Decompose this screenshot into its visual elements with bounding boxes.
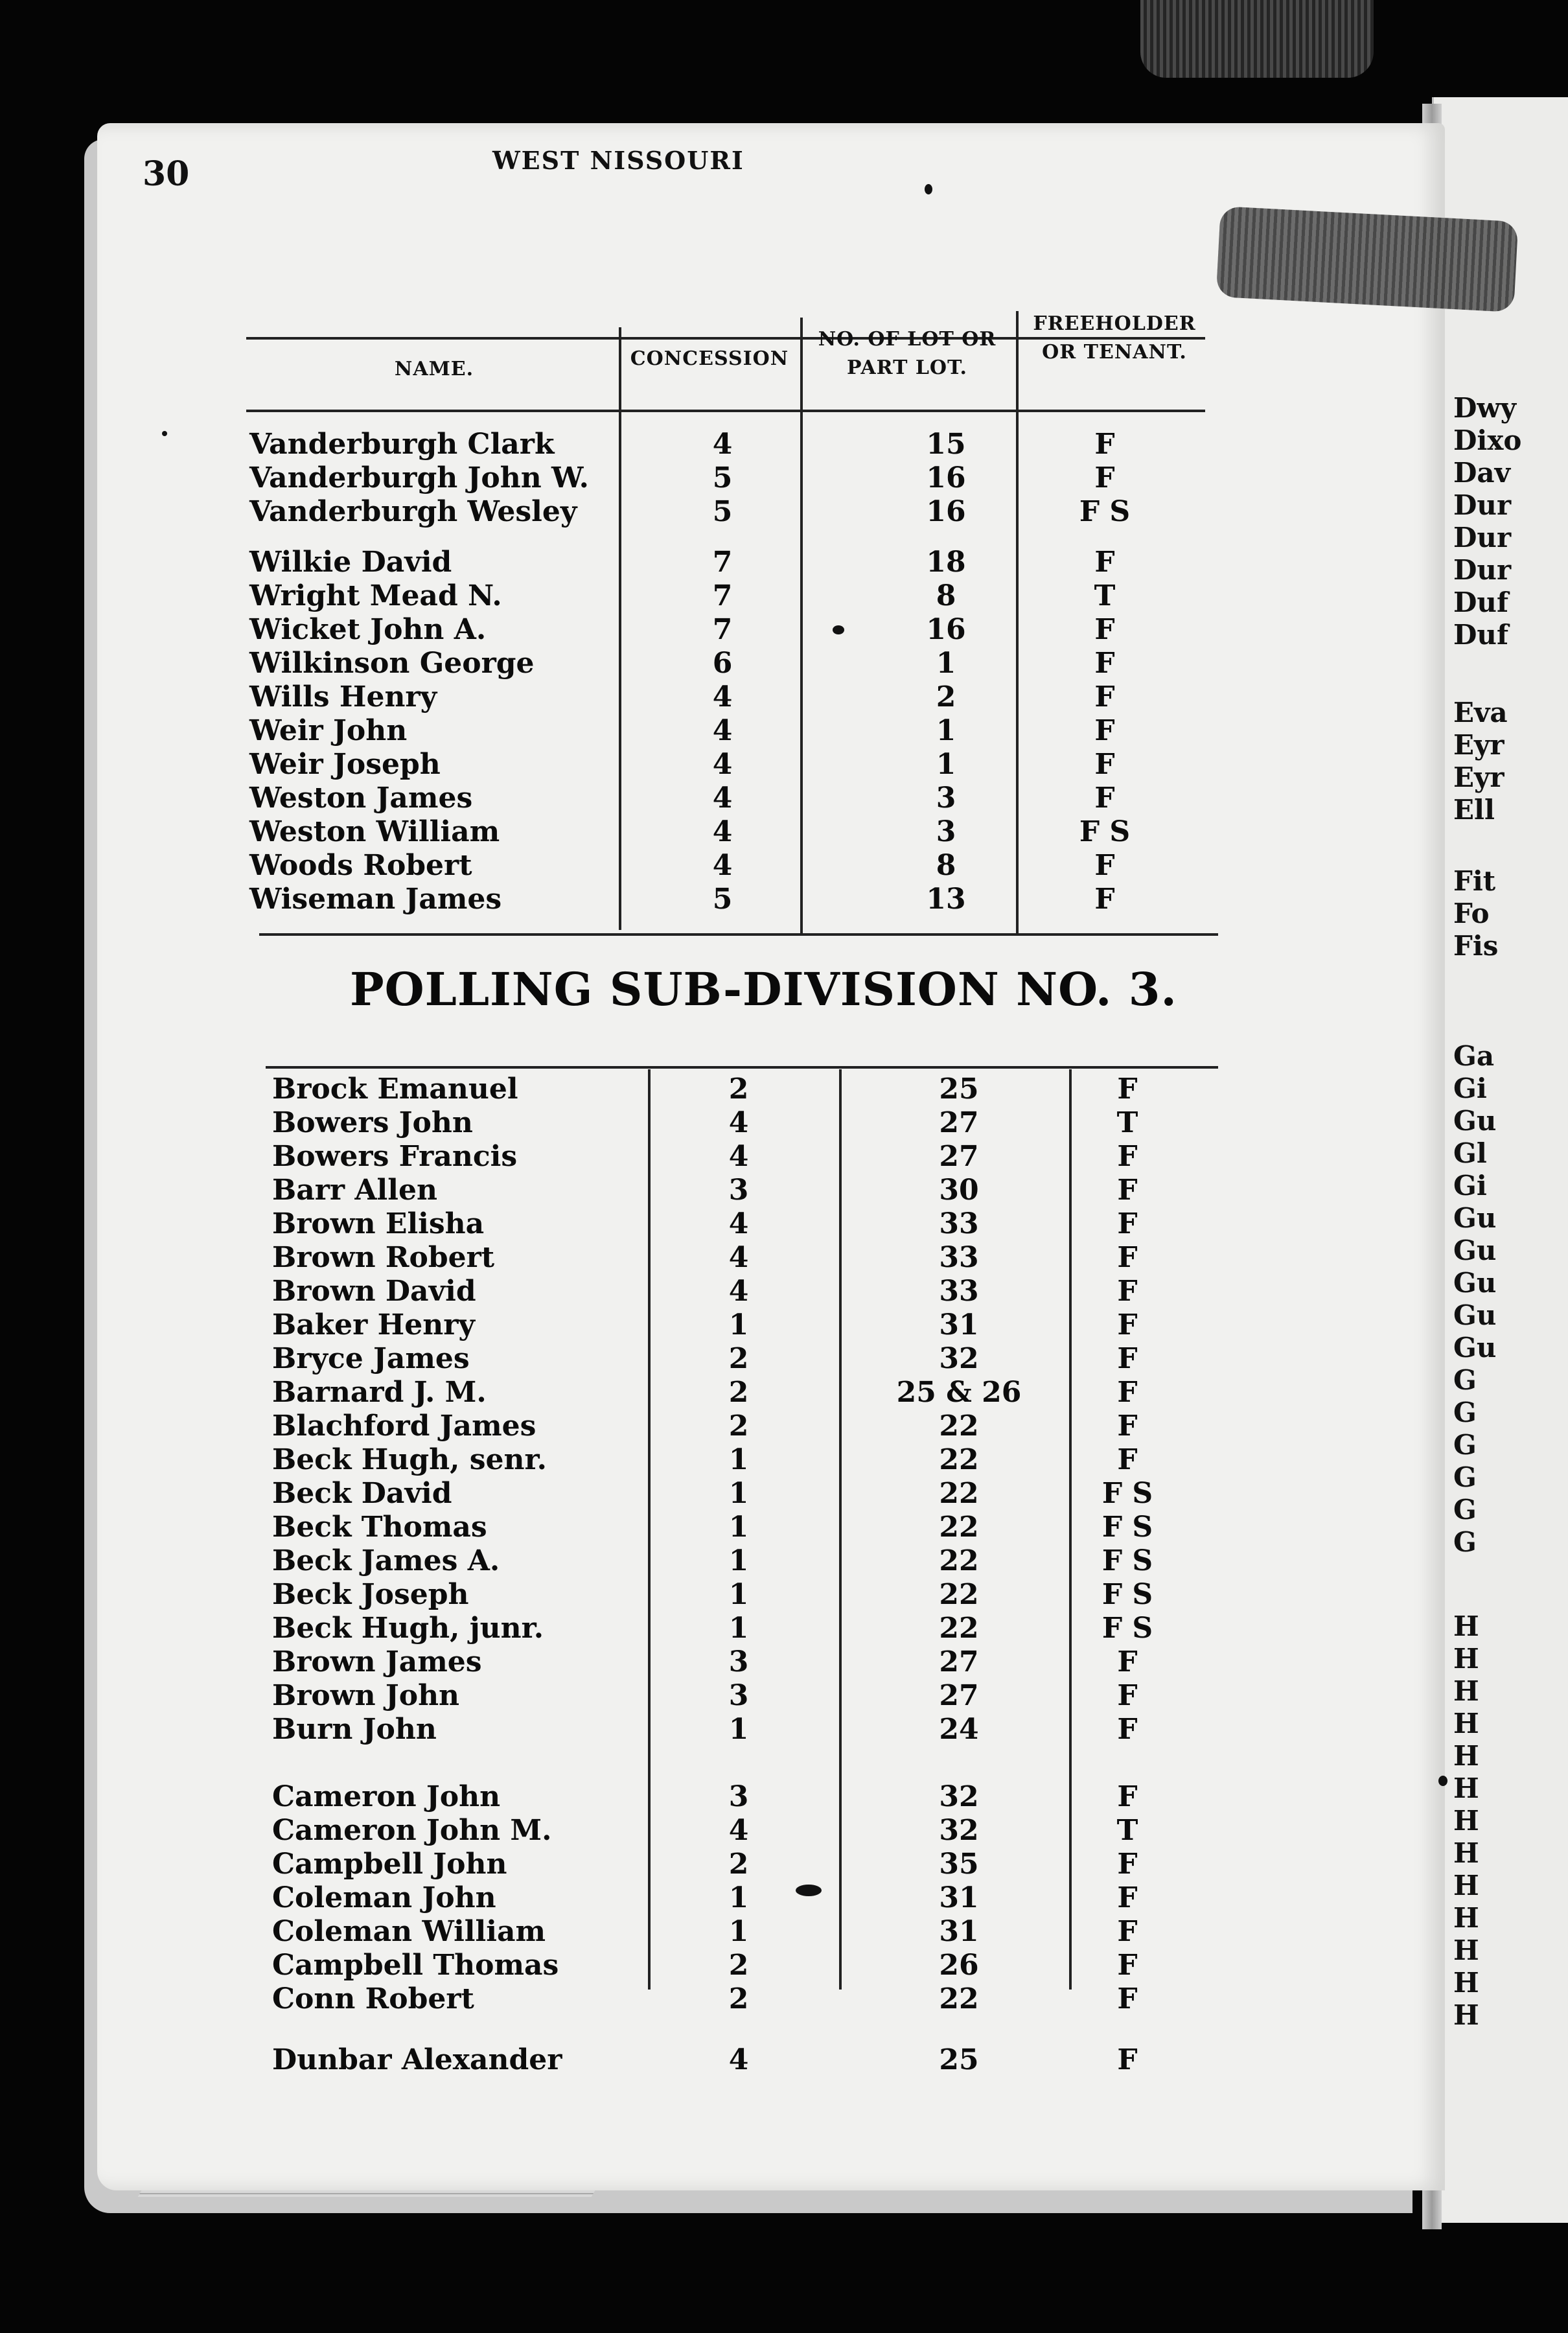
- table-row: [272, 1645, 1205, 1679]
- tenure-value: F: [1117, 1645, 1138, 1678]
- concession-value: 2: [728, 1342, 749, 1375]
- voter-name: Coleman William: [272, 1915, 546, 1948]
- voter-name: Beck Hugh, junr.: [272, 1612, 544, 1645]
- facing-page-fragment: H: [1453, 1967, 1479, 1999]
- table-row: [249, 579, 1186, 613]
- concession-value: 5: [712, 461, 733, 494]
- facing-page-fragment: Fis: [1453, 930, 1499, 962]
- tenure-value: T: [1094, 579, 1116, 612]
- concession-value: 2: [728, 1848, 749, 1881]
- col-header-concession: CONCESSION: [630, 347, 789, 370]
- lot-value: 8: [936, 849, 956, 882]
- cloth-tape: [1216, 206, 1519, 312]
- tenure-value: F: [1117, 1308, 1138, 1341]
- concession-value: 3: [728, 1174, 749, 1207]
- facing-page-fragment: Duf: [1453, 586, 1509, 618]
- voter-name: Brown Elisha: [272, 1207, 485, 1240]
- facing-page-fragment: G: [1453, 1461, 1477, 1493]
- col-header-freeholder-line2: OR TENANT.: [1042, 341, 1187, 364]
- lot-value: 18: [926, 546, 966, 579]
- facing-page-fragment: H: [1453, 1870, 1479, 1901]
- lot-value: 15: [926, 428, 966, 461]
- facing-page-fragment: Eyr: [1453, 729, 1505, 761]
- section-title: POLLING SUB-DIVISION NO. 3.: [350, 962, 1177, 1016]
- tenure-value: F S: [1101, 1511, 1153, 1544]
- table-row: [249, 495, 1186, 529]
- table-row: [249, 782, 1186, 815]
- table-row: [272, 1106, 1205, 1140]
- lot-value: 33: [939, 1207, 979, 1240]
- voter-name: Coleman John: [272, 1881, 496, 1914]
- concession-value: 7: [712, 546, 733, 579]
- voter-name: Vanderburgh Clark: [249, 428, 555, 461]
- facing-page-fragment: Gu: [1453, 1332, 1497, 1364]
- lot-value: 22: [939, 1982, 979, 2015]
- facing-page-fragment: Gu: [1453, 1105, 1497, 1137]
- facing-page-fragment: Gu: [1453, 1202, 1497, 1234]
- ink-smudge: [1438, 1776, 1447, 1786]
- lot-value: 2: [936, 680, 956, 714]
- tenure-value: F: [1117, 1679, 1138, 1712]
- table-row: [272, 1308, 1205, 1342]
- facing-page-fragment: G: [1453, 1364, 1477, 1396]
- tenure-value: F: [1117, 1207, 1138, 1240]
- concession-value: 4: [728, 1106, 749, 1139]
- tenure-value: F: [1117, 1241, 1138, 1274]
- facing-page-fragment: G: [1453, 1494, 1477, 1526]
- voter-name: Beck Hugh, senr.: [272, 1443, 547, 1476]
- concession-value: 1: [728, 1477, 749, 1510]
- facing-page-fragment: Eyr: [1453, 761, 1505, 793]
- concession-value: 4: [728, 1241, 749, 1274]
- table-row: [272, 1881, 1205, 1915]
- table-row: [272, 1073, 1205, 1106]
- lot-value: 16: [926, 495, 966, 528]
- concession-value: 5: [712, 883, 733, 916]
- concession-value: 4: [712, 849, 733, 882]
- facing-page-fragment: Gl: [1453, 1137, 1487, 1169]
- facing-page-fragment: Ga: [1453, 1040, 1495, 1072]
- concession-value: 4: [712, 815, 733, 848]
- tenure-value: F: [1117, 1982, 1138, 2015]
- concession-value: 4: [712, 782, 733, 815]
- table-row: [272, 1612, 1205, 1645]
- tenure-value: F: [1117, 1342, 1138, 1375]
- table-row: [249, 546, 1186, 579]
- voter-name: Brown Robert: [272, 1241, 495, 1274]
- lot-value: 31: [939, 1881, 979, 1914]
- lot-value: 25 & 26: [896, 1376, 1022, 1409]
- table-row: [249, 428, 1186, 461]
- table-row: [249, 714, 1186, 748]
- voter-name: Vanderburgh John W.: [249, 461, 589, 494]
- tenure-value: F: [1094, 647, 1115, 680]
- section-rule-bottom: [266, 1066, 1218, 1069]
- voter-name: Woods Robert: [249, 849, 472, 882]
- col-header-lot: [800, 325, 1014, 382]
- voter-name: Beck David: [272, 1477, 452, 1510]
- tenure-value: F: [1117, 1915, 1138, 1948]
- voter-name: Baker Henry: [272, 1308, 475, 1341]
- tenure-value: F S: [1101, 1578, 1153, 1611]
- facing-page-fragment: G: [1453, 1397, 1477, 1428]
- table-row: [272, 1544, 1205, 1578]
- voter-name: Wilkie David: [249, 546, 452, 579]
- table-row: [249, 680, 1186, 714]
- tenure-value: F: [1117, 2043, 1138, 2076]
- lot-value: 32: [939, 1780, 979, 1813]
- tenure-value: F S: [1079, 815, 1131, 848]
- concession-value: 4: [728, 1207, 749, 1240]
- lot-value: 22: [939, 1410, 979, 1443]
- lot-value: 8: [936, 579, 956, 612]
- running-head: WEST NISSOURI: [492, 146, 744, 175]
- voter-name: Campbell Thomas: [272, 1949, 559, 1982]
- tenure-value: F: [1117, 1140, 1138, 1173]
- table-row: [272, 1848, 1205, 1881]
- tenure-value: F: [1117, 1174, 1138, 1207]
- voter-name: Weston William: [249, 815, 500, 848]
- lot-value: 16: [926, 461, 966, 494]
- facing-page-fragment: G: [1453, 1526, 1477, 1558]
- tenure-value: F: [1117, 1881, 1138, 1914]
- table-row: [272, 1376, 1205, 1410]
- tenure-value: F: [1094, 748, 1115, 781]
- tenure-value: F: [1094, 461, 1115, 494]
- table-row: [272, 1174, 1205, 1207]
- concession-value: 6: [712, 647, 733, 680]
- concession-value: 4: [728, 1814, 749, 1847]
- facing-page-fragment: Duf: [1453, 619, 1509, 651]
- concession-value: 3: [728, 1780, 749, 1813]
- facing-page-fragment: H: [1453, 1708, 1479, 1739]
- voter-name: Blachford James: [272, 1410, 536, 1443]
- table-row: [272, 1241, 1205, 1275]
- facing-page-fragment: Ell: [1453, 794, 1495, 826]
- voter-name: Bowers Francis: [272, 1140, 518, 1173]
- table-row: [272, 1410, 1205, 1443]
- voter-name: Bryce James: [272, 1342, 470, 1375]
- page-number: 30: [143, 154, 190, 194]
- table-row: [272, 1342, 1205, 1376]
- concession-value: 1: [728, 1881, 749, 1914]
- tenure-value: F: [1117, 1410, 1138, 1443]
- lot-value: 16: [926, 613, 966, 646]
- concession-value: 1: [728, 1511, 749, 1544]
- concession-value: 1: [728, 1308, 749, 1341]
- facing-page-fragment: Dur: [1453, 489, 1512, 521]
- table-row: [249, 883, 1186, 916]
- col-header-name: NAME.: [394, 358, 474, 380]
- table-row: [272, 1477, 1205, 1511]
- table-row: [249, 613, 1186, 647]
- voter-name: Wright Mead N.: [249, 579, 502, 612]
- lot-value: 24: [939, 1713, 979, 1746]
- concession-value: 4: [712, 428, 733, 461]
- lot-value: 1: [936, 748, 956, 781]
- lot-value: 25: [939, 1073, 979, 1106]
- concession-value: 2: [728, 1982, 749, 2015]
- facing-page-fragment: Dav: [1453, 457, 1511, 489]
- concession-value: 3: [728, 1679, 749, 1712]
- facing-page-fragment: H: [1453, 1740, 1479, 1772]
- lot-value: 22: [939, 1578, 979, 1611]
- tenure-value: F: [1094, 883, 1115, 916]
- facing-page-fragment: H: [1453, 1643, 1479, 1675]
- table-row: [249, 849, 1186, 883]
- col-header-freeholder: [1017, 310, 1212, 367]
- lot-value: 26: [939, 1949, 979, 1982]
- table-row: [272, 2043, 1205, 2077]
- tenure-value: F S: [1101, 1477, 1153, 1510]
- lot-value: 32: [939, 1342, 979, 1375]
- table-row: [272, 1915, 1205, 1949]
- concession-value: 1: [728, 1544, 749, 1577]
- table-row: [272, 1982, 1205, 2016]
- voter-name: Barr Allen: [272, 1174, 437, 1207]
- lot-value: 35: [939, 1848, 979, 1881]
- voter-name: Cameron John: [272, 1780, 501, 1813]
- lot-value: 27: [939, 1140, 979, 1173]
- tenure-value: F: [1094, 714, 1115, 747]
- lot-value: 33: [939, 1275, 979, 1308]
- header-rule-bottom: [246, 410, 1205, 412]
- lot-value: 31: [939, 1308, 979, 1341]
- lot-value: 22: [939, 1477, 979, 1510]
- facing-page-fragment: H: [1453, 1934, 1479, 1966]
- voter-name: Beck Thomas: [272, 1511, 487, 1544]
- table-row: [249, 748, 1186, 782]
- table-row: [272, 1511, 1205, 1544]
- facing-page-fragment: Dwy: [1453, 392, 1516, 424]
- lot-value: 22: [939, 1511, 979, 1544]
- voter-name: Weir John: [249, 714, 408, 747]
- lot-value: 33: [939, 1241, 979, 1274]
- tenure-value: F S: [1079, 495, 1131, 528]
- facing-page-fragment: Gu: [1453, 1267, 1497, 1299]
- lot-value: 25: [939, 2043, 979, 2076]
- tenure-value: F: [1117, 1275, 1138, 1308]
- facing-page-fragment: H: [1453, 1999, 1479, 2031]
- tenure-value: F S: [1101, 1612, 1153, 1645]
- col-header-freeholder-line1: FREEHOLDER: [1033, 312, 1196, 335]
- concession-value: 2: [728, 1949, 749, 1982]
- concession-value: 7: [712, 613, 733, 646]
- ink-smudge: [796, 1885, 822, 1896]
- lot-value: 22: [939, 1612, 979, 1645]
- col-header-lot-line1: NO. OF LOT OR: [818, 328, 997, 351]
- section-rule-top: [259, 933, 1218, 936]
- table-row: [272, 1443, 1205, 1477]
- voter-name: Wilkinson George: [249, 647, 535, 680]
- tenure-value: T: [1116, 1106, 1138, 1139]
- lot-value: 3: [936, 815, 956, 848]
- facing-page-fragment: H: [1453, 1902, 1479, 1934]
- facing-page-fragment: Dur: [1453, 554, 1512, 586]
- ink-smudge: [925, 184, 932, 194]
- table-row: [249, 461, 1186, 495]
- col-header-lot-line2: PART LOT.: [847, 356, 967, 379]
- tenure-value: F: [1094, 680, 1115, 714]
- tenure-value: F: [1117, 1713, 1138, 1746]
- lot-value: 31: [939, 1915, 979, 1948]
- lot-value: 27: [939, 1679, 979, 1712]
- cloth-binding-top: [1140, 0, 1374, 78]
- facing-page-fragment: H: [1453, 1610, 1479, 1642]
- concession-value: 3: [728, 1645, 749, 1678]
- concession-value: 1: [728, 1915, 749, 1948]
- voter-name: Vanderburgh Wesley: [249, 495, 577, 528]
- voter-name: Burn John: [272, 1713, 437, 1746]
- table-row: [249, 815, 1186, 849]
- concession-value: 4: [728, 2043, 749, 2076]
- voter-name: Beck Joseph: [272, 1578, 469, 1611]
- table-row: [272, 1949, 1205, 1982]
- concession-value: 7: [712, 579, 733, 612]
- voter-name: Conn Robert: [272, 1982, 474, 2015]
- ink-smudge: [162, 431, 167, 436]
- voter-name: Wicket John A.: [249, 613, 487, 646]
- table-row: [272, 1713, 1205, 1747]
- tenure-value: F: [1117, 1073, 1138, 1106]
- tenure-value: F: [1094, 546, 1115, 579]
- facing-page-fragment: Dur: [1453, 522, 1512, 553]
- concession-value: 4: [712, 714, 733, 747]
- voter-name: Wills Henry: [249, 680, 437, 714]
- concession-value: 4: [712, 748, 733, 781]
- lot-value: 13: [926, 883, 966, 916]
- table-row: [272, 1679, 1205, 1713]
- voter-name: Dunbar Alexander: [272, 2043, 562, 2076]
- tenure-value: F: [1117, 1443, 1138, 1476]
- table-row: [272, 1578, 1205, 1612]
- table-row: [249, 647, 1186, 680]
- tenure-value: T: [1116, 1814, 1138, 1847]
- facing-page-fragment: Gi: [1453, 1170, 1487, 1201]
- lot-value: 1: [936, 647, 956, 680]
- facing-page-fragment: Eva: [1453, 697, 1508, 728]
- facing-page-fragment: H: [1453, 1675, 1479, 1707]
- concession-value: 5: [712, 495, 733, 528]
- lot-value: 32: [939, 1814, 979, 1847]
- concession-value: 2: [728, 1073, 749, 1106]
- ink-smudge: [833, 625, 844, 634]
- concession-value: 2: [728, 1410, 749, 1443]
- lot-value: 1: [936, 714, 956, 747]
- lot-value: 27: [939, 1106, 979, 1139]
- facing-page-fragment: Fo: [1453, 898, 1490, 929]
- lot-value: 27: [939, 1645, 979, 1678]
- lot-value: 3: [936, 782, 956, 815]
- voter-name: Weston James: [249, 782, 473, 815]
- tenure-value: F: [1094, 613, 1115, 646]
- lot-value: 22: [939, 1544, 979, 1577]
- voter-name: Brown James: [272, 1645, 482, 1678]
- table-row: [272, 1814, 1205, 1848]
- lot-value: 30: [939, 1174, 979, 1207]
- voter-name: Bowers John: [272, 1106, 473, 1139]
- voter-name: Brock Emanuel: [272, 1073, 518, 1106]
- voter-name: Barnard J. M.: [272, 1376, 487, 1409]
- facing-page-fragment: Gu: [1453, 1299, 1497, 1331]
- facing-page-fragment: Gi: [1453, 1073, 1487, 1104]
- voter-name: Campbell John: [272, 1848, 507, 1881]
- concession-value: 4: [712, 680, 733, 714]
- tenure-value: F S: [1101, 1544, 1153, 1577]
- concession-value: 1: [728, 1443, 749, 1476]
- tenure-value: F: [1094, 849, 1115, 882]
- facing-page: [1432, 97, 1568, 2223]
- voter-name: Wiseman James: [249, 883, 502, 916]
- voter-name: Brown David: [272, 1275, 476, 1308]
- table-row: [272, 1207, 1205, 1241]
- facing-page-fragment: H: [1453, 1837, 1479, 1869]
- facing-page-fragment: Dixo: [1453, 424, 1522, 456]
- concession-value: 4: [728, 1275, 749, 1308]
- voter-name: Brown John: [272, 1679, 460, 1712]
- concession-value: 1: [728, 1578, 749, 1611]
- concession-value: 2: [728, 1376, 749, 1409]
- tenure-value: F: [1117, 1848, 1138, 1881]
- table-row: [272, 1140, 1205, 1174]
- concession-value: 1: [728, 1713, 749, 1746]
- voter-name: Cameron John M.: [272, 1814, 552, 1847]
- lot-value: 22: [939, 1443, 979, 1476]
- tenure-value: F: [1094, 428, 1115, 461]
- table-row: [272, 1780, 1205, 1814]
- tenure-value: F: [1117, 1780, 1138, 1813]
- tenure-value: F: [1117, 1376, 1138, 1409]
- table-row: [272, 1275, 1205, 1308]
- voter-name: Beck James A.: [272, 1544, 500, 1577]
- facing-page-fragment: H: [1453, 1772, 1479, 1804]
- concession-value: 1: [728, 1612, 749, 1645]
- concession-value: 4: [728, 1140, 749, 1173]
- tenure-value: F: [1094, 782, 1115, 815]
- tenure-value: F: [1117, 1949, 1138, 1982]
- facing-page-fragment: G: [1453, 1429, 1477, 1461]
- facing-page-fragment: Gu: [1453, 1235, 1497, 1266]
- facing-page-fragment: Fit: [1453, 865, 1496, 897]
- voter-name: Weir Joseph: [249, 748, 441, 781]
- facing-page-fragment: H: [1453, 1805, 1479, 1837]
